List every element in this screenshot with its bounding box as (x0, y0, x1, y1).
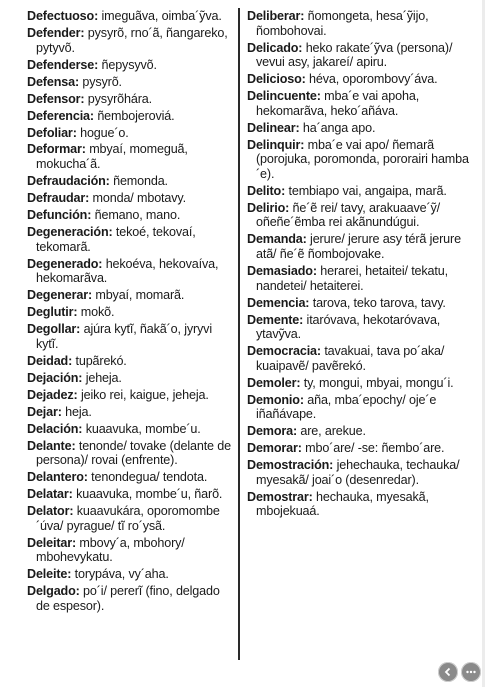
dictionary-entry (247, 232, 469, 261)
dictionary-entry (247, 344, 469, 373)
entry-term: Degenerar: (27, 288, 92, 303)
entry-term: Degollar: (27, 322, 81, 337)
entry-term: Dejar: (27, 404, 62, 419)
entry-definition: mbovy´a, mbohory/ mbohevykatu. (36, 535, 185, 565)
dictionary-entry (27, 58, 232, 73)
entry-definition: kuaavuka, mombe´u. (85, 421, 201, 436)
left-column (27, 9, 232, 616)
entry-term: Demorar: (247, 441, 302, 456)
previous-page-button[interactable] (438, 662, 458, 682)
dictionary-entry (27, 109, 232, 124)
dictionary-entry (27, 439, 232, 468)
dictionary-entry (27, 584, 232, 613)
entry-term: Delicado: (247, 40, 303, 55)
entry-term: Defoliar: (27, 125, 77, 140)
entry-term: Delación: (27, 421, 83, 436)
entry-term: Delirio: (247, 200, 290, 215)
entry-definition: ñe´ẽ rei/ tavy, arakuaave´ỹ/ oñeñe´ẽmba rei akãnundúgui. (256, 200, 441, 230)
dictionary-entry (27, 567, 232, 582)
entry-term: Demoler: (247, 375, 301, 390)
dictionary-entry (247, 296, 469, 311)
entry-term: Demencia: (247, 295, 310, 310)
entry-definition: pysyrõ, rno´ã, ñangareko, pytyvõ. (36, 25, 228, 55)
entry-definition: heko rakate´ỹva (persona)/ vevui asy, jakareí/ apiru. (256, 40, 453, 70)
dictionary-entry (27, 174, 232, 189)
dictionary-entry (247, 41, 469, 70)
dictionary-entry (27, 305, 232, 320)
entry-term: Delatar: (27, 487, 73, 502)
entry-definition: pysyrõhára. (87, 91, 152, 106)
dictionary-entry (247, 313, 469, 342)
entry-definition: hekoéva, hekovaíva, hekomarãva. (36, 256, 219, 286)
entry-term: Defectuoso: (27, 9, 99, 23)
dictionary-entry (27, 322, 232, 351)
entry-term: Deferencia: (27, 108, 94, 123)
entry-definition: herarei, hetaitei/ tekatu, nandetei/ hetaiterei. (256, 264, 448, 293)
entry-definition: torypáva, vy´aha. (74, 567, 169, 582)
dictionary-entry (27, 26, 232, 55)
entry-term: Delgado: (27, 584, 80, 599)
entry-definition: jehechauka, techauka/ myesakã/ joai´o (desenredar). (256, 458, 460, 487)
entry-definition: tavakuai, tava po´aka/ kuaipavẽ/ pavẽrekó. (256, 344, 445, 373)
dictionary-entry (27, 225, 232, 254)
entry-term: Defunción: (27, 208, 92, 223)
entry-definition: ha´anga apo. (302, 120, 376, 135)
entry-definition: jeheja. (85, 370, 122, 385)
dictionary-entry (247, 376, 469, 391)
entry-term: Delantero: (27, 470, 88, 485)
entry-term: Demostración: (247, 458, 334, 473)
entry-term: Delator: (27, 504, 74, 519)
dictionary-entry (27, 75, 232, 90)
entry-term: Deleite: (27, 567, 72, 582)
entry-definition: aña, mba´epochy/ oje´e iñañávape. (256, 392, 437, 422)
entry-term: Demente: (247, 312, 304, 327)
entry-term: Deleitar: (27, 535, 77, 550)
entry-definition: ty, mongui, mbyai, mongu´i. (303, 375, 454, 390)
entry-definition: mbyaí, momarã. (95, 288, 185, 303)
entry-definition: are, arekue. (300, 424, 366, 439)
dictionary-entry (247, 9, 469, 38)
entry-term: Defensor: (27, 91, 85, 106)
entry-definition: tembiapo vai, angaipa, marã. (288, 183, 447, 198)
dictionary-entry (27, 504, 232, 533)
entry-term: Defenderse: (27, 57, 99, 72)
entry-definition: mbo´are/ -se: ñembo´are. (305, 441, 445, 456)
dictionary-entry (27, 92, 232, 107)
entry-term: Delinquir: (247, 137, 305, 152)
dictionary-entry (27, 257, 232, 286)
entry-term: Deidad: (27, 353, 73, 368)
entry-definition: pysyrõ. (82, 74, 122, 89)
entry-term: Demostrar: (247, 489, 313, 504)
dictionary-entry (247, 89, 469, 118)
entry-term: Defensa: (27, 74, 79, 89)
entry-definition: mokõ. (80, 305, 115, 320)
entry-term: Dejación: (27, 370, 83, 385)
entry-definition: mba´e vai apo/ ñemarã (porojuka, poromonda, pororairi hamba´e). (256, 137, 469, 181)
entry-definition: mba´e vai apoha, hekomarãva, heko´añáva. (256, 89, 420, 118)
entry-definition: tenonde/ tovake (delante de persona)/ rovai (enfrente). (36, 438, 231, 468)
entry-definition: héva, oporombovy´áva. (309, 72, 438, 87)
dictionary-entry (247, 393, 469, 422)
entry-term: Degenerado: (27, 256, 103, 271)
entry-definition: ñomongeta, hesa´ỹijo, ñombohovai. (256, 9, 429, 38)
entry-definition: ñepysyvõ. (101, 57, 157, 72)
dictionary-entry (27, 536, 232, 565)
dictionary-entry (247, 424, 469, 439)
entry-definition: tekoé, tekovaí, tekomarã. (36, 225, 196, 254)
dictionary-entry (247, 72, 469, 87)
dictionary-entry (247, 138, 469, 182)
dictionary-entry (27, 371, 232, 386)
entry-term: Defraudar: (27, 191, 90, 206)
entry-term: Demasiado: (247, 264, 317, 279)
dictionary-entry (27, 208, 232, 223)
entry-definition: jerure/ jerure asy térã jerure atã/ ñe´ẽ ñombojovake. (256, 232, 461, 262)
entry-term: Delicioso: (247, 72, 306, 87)
entry-term: Demora: (247, 424, 298, 439)
entry-definition: po´i/ pererĩ (fino, delgado de espesor). (36, 584, 220, 613)
dictionary-entry (247, 458, 469, 487)
entry-term: Democracia: (247, 344, 321, 359)
entry-definition: heja. (65, 404, 92, 419)
entry-definition: tenondegua/ tendota. (91, 470, 208, 485)
dictionary-entry (27, 354, 232, 369)
more-options-button[interactable] (461, 662, 481, 682)
dictionary-entry (247, 441, 469, 456)
entry-definition: ñemano, mano. (94, 208, 181, 223)
entry-term: Delante: (27, 438, 76, 453)
entry-definition: tarova, teko tarova, tavy. (312, 295, 446, 310)
entry-definition: ñemonda. (113, 174, 168, 189)
entry-definition: kuaavukára, oporomombe´úva/ pyrague/ tĩ ro´ysã. (36, 504, 220, 533)
entry-term: Demonio: (247, 392, 304, 407)
dictionary-entry (247, 121, 469, 136)
entry-term: Delinear: (247, 120, 300, 135)
dictionary-entry (27, 422, 232, 437)
dictionary-entry (27, 487, 232, 502)
entry-term: Dejadez: (27, 387, 78, 402)
ellipsis-icon (465, 667, 477, 677)
dictionary-entry (27, 470, 232, 485)
chevron-left-icon (443, 667, 453, 677)
entry-term: Demanda: (247, 232, 307, 247)
entry-definition: kuaavuka, mombe´u, ñarõ. (76, 487, 223, 502)
entry-term: Defraudación: (27, 174, 110, 189)
column-divider (238, 8, 240, 660)
entry-term: Deglutir: (27, 305, 78, 320)
entry-definition: ñembojeroviá. (97, 108, 175, 123)
right-column (247, 9, 469, 521)
dictionary-entry (27, 288, 232, 303)
entry-definition: ajúra kytĩ, ñakã´o, jyryvi kytĩ. (36, 322, 212, 351)
dictionary-entry (27, 388, 232, 403)
dictionary-entry (247, 264, 469, 293)
dictionary-entry (27, 405, 232, 420)
entry-definition: hogue´o. (80, 125, 129, 140)
dictionary-entry (27, 126, 232, 141)
dictionary-entry (247, 490, 469, 519)
entry-term: Degeneración: (27, 225, 113, 240)
entry-term: Defender: (27, 25, 85, 40)
entry-term: Delincuente: (247, 89, 321, 104)
entry-definition: itaróvava, hekotaróvava, ytavỹva. (256, 312, 441, 342)
entry-definition: imeguãva, oimba´ỹva. (101, 9, 222, 23)
dictionary-entry (27, 191, 232, 206)
entry-definition: mbyaí, momeguã, mokucha´ã. (36, 142, 188, 172)
entry-term: Deliberar: (247, 9, 305, 23)
entry-definition: hechauka, myesakã, mbojekuaá. (256, 489, 429, 519)
entry-definition: jeiko rei, kaigue, jeheja. (80, 387, 209, 402)
entry-definition: tupãrekó. (75, 353, 127, 368)
dictionary-entry (247, 201, 469, 230)
entry-definition: monda/ mbotavy. (92, 191, 186, 206)
dictionary-entry (247, 184, 469, 199)
dictionary-entry (27, 142, 232, 171)
entry-term: Deformar: (27, 142, 86, 157)
entry-term: Delito: (247, 183, 286, 198)
dictionary-entry (27, 9, 232, 24)
